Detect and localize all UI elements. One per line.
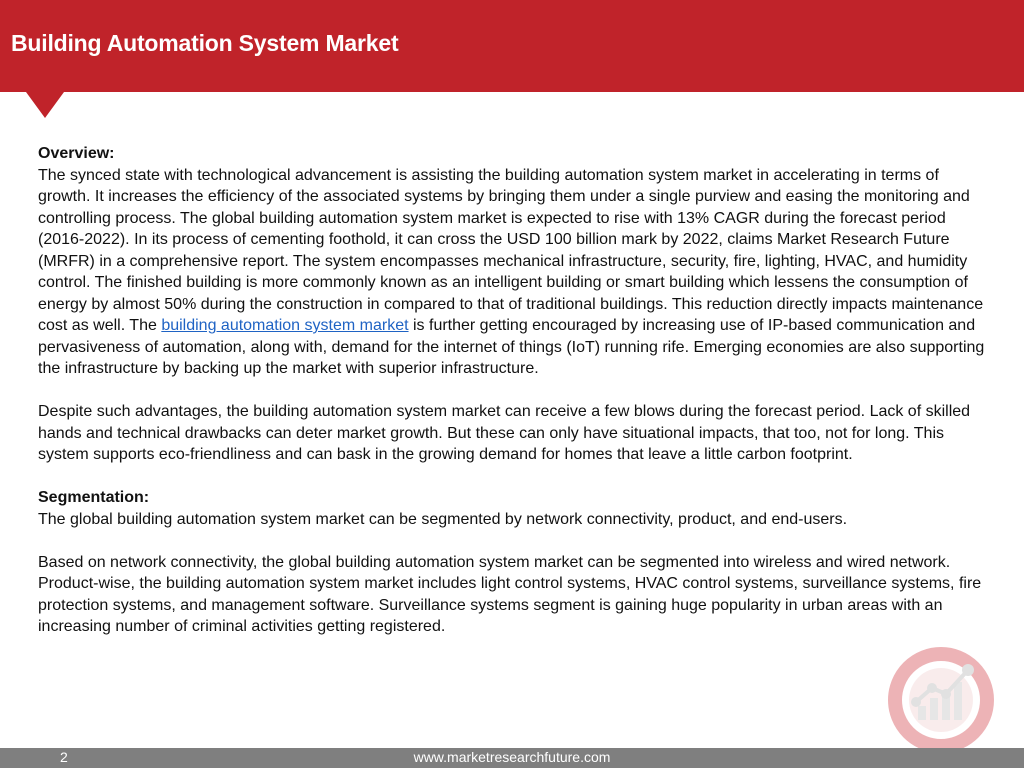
spacer bbox=[38, 380, 988, 402]
header-bar bbox=[0, 0, 1024, 92]
magnifier-chart-logo-icon bbox=[866, 640, 1016, 748]
content-body bbox=[38, 143, 988, 638]
market-link[interactable]: building automation system market bbox=[161, 317, 409, 334]
website-url: www.marketresearchfuture.com bbox=[413, 749, 611, 765]
segmentation-intro: The global building automation system market can be segmented by network connectivity, product, and end-users. bbox=[38, 510, 848, 528]
overview-heading: Overview: bbox=[38, 145, 115, 162]
footer-bar bbox=[0, 748, 1024, 768]
overview-paragraph bbox=[38, 165, 988, 380]
segmentation-network: Based on network connectivity, the global building automation system market can be segmented into wireless and wired network. bbox=[38, 553, 951, 571]
overview-text-after-link: is further getting encouraged by increasing use of IP-based communication and pervasiveness of automation, along with, demand for the internet of things (IoT) running rife. Emerging economies are also supporting the infrastructure by backing up the market with superior infrastructure. bbox=[38, 317, 985, 377]
overview-text-before-link: The synced state with technological advancement is assisting the building automation system market in accelerating in terms of growth. It increases the efficiency of the associated systems by bringing them under a single purview and easing the monitoring and controlling process. The global building automation system market is expected to rise with 13% CAGR during the forecast period (2016-2022). In its process of cementing foothold, it can cross the USD 100 billion mark by 2022, claims Market Research Future (MRFR) in a comprehensive report. The system encompasses mechanical infrastructure, security, fire, lighting, HVAC, and humidity control. The finished building is more commonly known as an intelligent building or smart building which lessens the consumption of energy by almost 50% during the construction in compared to that of traditional buildings. This reduction directly impacts maintenance cost as well. The bbox=[38, 166, 984, 334]
spacer bbox=[38, 466, 988, 488]
page-number: 2 bbox=[60, 749, 68, 765]
header-pointer bbox=[26, 92, 64, 118]
segmentation-product: Product-wise, the building automation system market includes light control systems, HVAC control systems, surveillance systems, fire protection systems, and management software. Surveillance systems segment is gaining huge popularity in urban areas with an increasing number of criminal activities getting registered. bbox=[38, 575, 982, 635]
page-title: Building Automation System Market bbox=[11, 30, 399, 56]
segmentation-heading: Segmentation: bbox=[38, 489, 150, 506]
overview-paragraph-2: Despite such advantages, the building automation system market can receive a few blows during the forecast period. Lack of skilled hands and technical drawbacks can deter market growth. But these can only have situational impacts, that too, not for long. This system supports eco-friendliness and can bask in the growing demand for homes that leave a little carbon footprint. bbox=[38, 403, 971, 463]
spacer bbox=[38, 530, 988, 552]
